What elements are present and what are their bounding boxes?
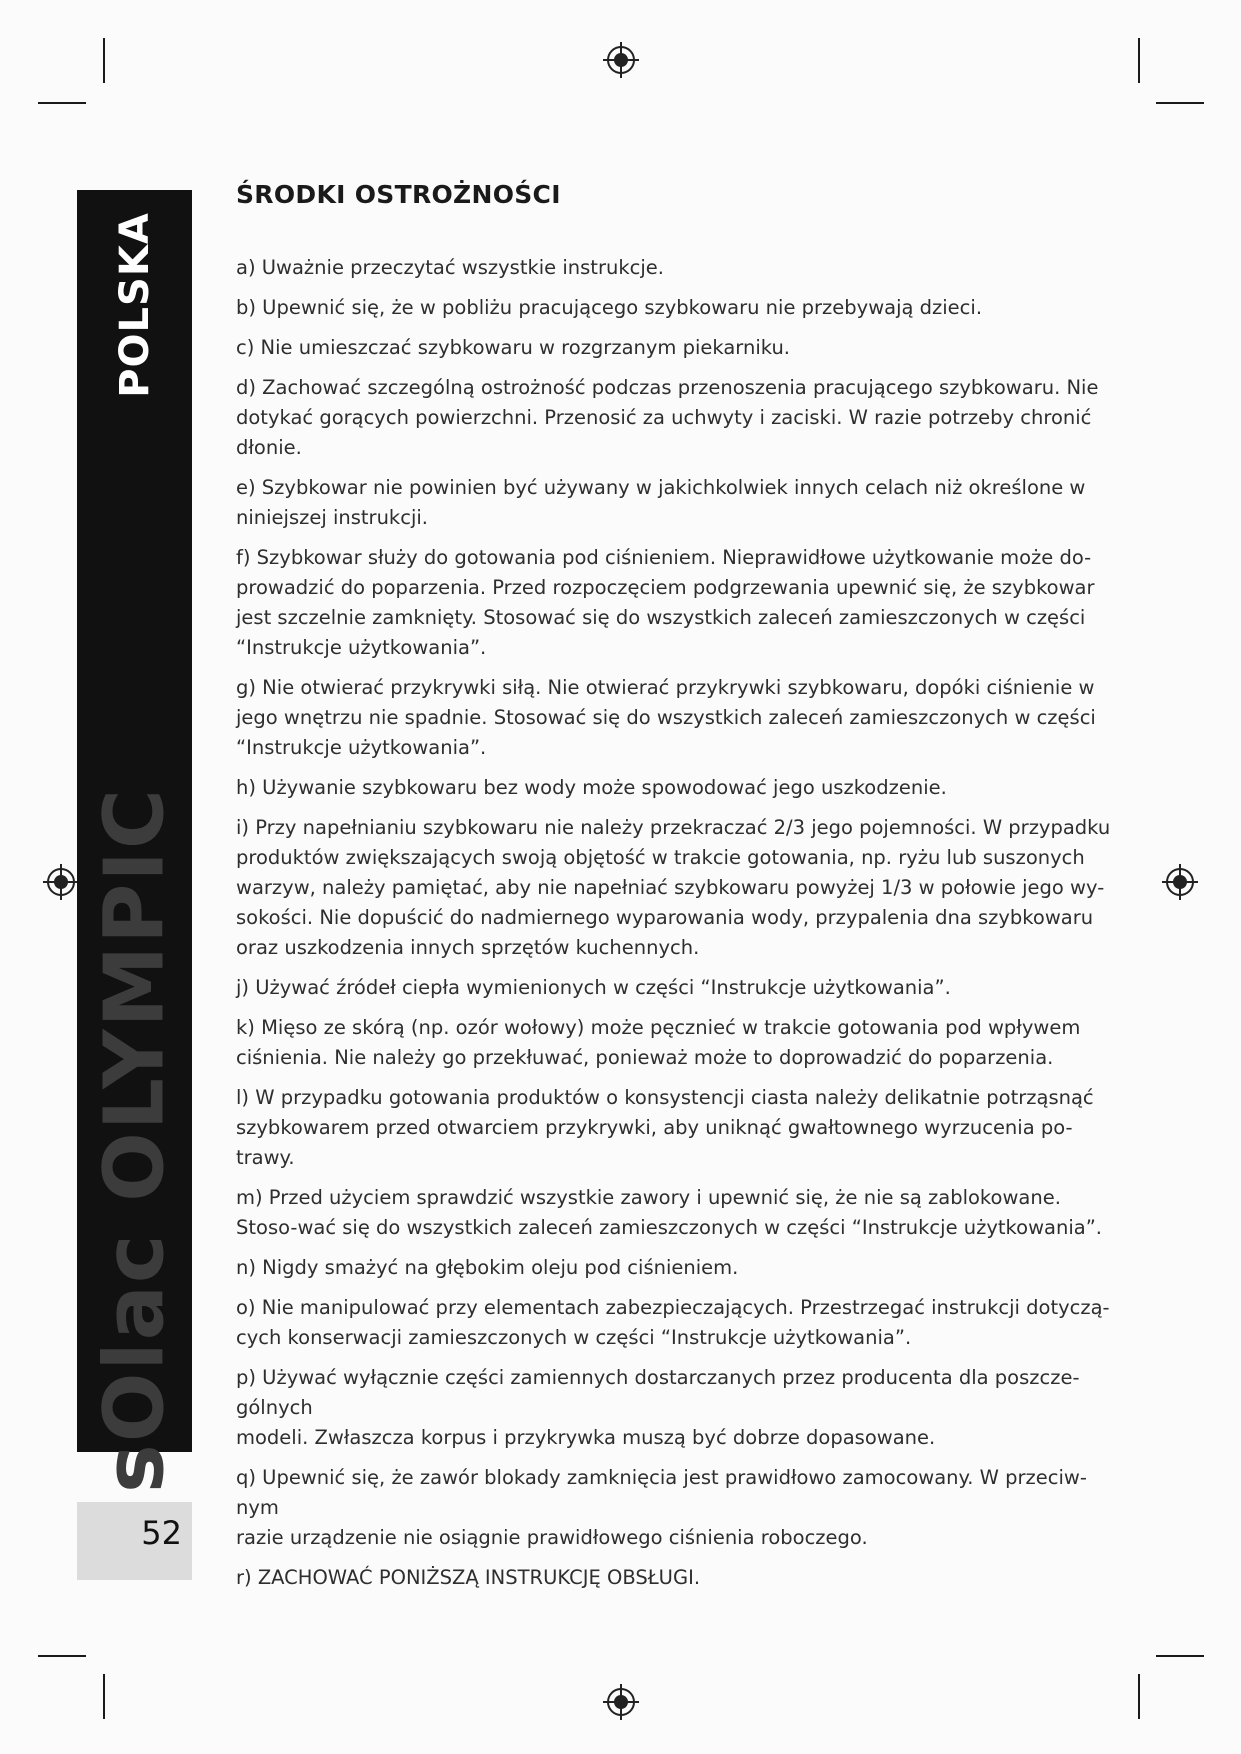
list-item: k) Mięso ze skórą (np. ozór wołowy) może pęcznieć w trakcie gotowania pod wpływem ciśnienia. Nie należy go przekłuwać, ponieważ może to doprowadzić do poparzenia. xyxy=(236,1016,1081,1069)
registration-mark-icon xyxy=(1160,862,1200,902)
precautions-list xyxy=(236,253,1116,1593)
registration-mark-icon xyxy=(41,862,81,902)
list-item: j) Używać źródeł ciepła wymienionych w części “Instrukcje użytkowania”. xyxy=(236,976,951,999)
crop-mark xyxy=(1138,38,1140,83)
list-item: e) Szybkowar nie powinien być używany w jakichkolwiek innych celach niż określone w niniejszej instrukcji. xyxy=(236,476,1086,529)
language-text: POLSKA xyxy=(111,212,158,398)
registration-mark-icon xyxy=(601,1682,641,1722)
list-item: q) Upewnić się, że zawór blokady zamknięcia jest prawidłowo zamocowany. W przeciw-nym razie urządzenie nie osiągnie prawidłowego ciśnienia roboczego. xyxy=(236,1466,1087,1549)
list-item: h) Używanie szybkowaru bez wody może spowodować jego uszkodzenie. xyxy=(236,776,947,799)
crop-mark xyxy=(1156,1655,1204,1657)
list-item: o) Nie manipulować przy elementach zabezpieczających. Przestrzegać instrukcji dotyczą-cych konserwacji zamieszczonych w części “Instrukcje użytkowania”. xyxy=(236,1296,1110,1349)
crop-mark xyxy=(38,102,86,104)
brand-text: sOlac OLYMPIC xyxy=(87,786,182,1494)
list-item: n) Nigdy smażyć na głębokim oleju pod ciśnieniem. xyxy=(236,1256,739,1279)
crop-mark xyxy=(103,38,105,83)
list-item: d) Zachować szczególną ostrożność podczas przenoszenia pracującego szybkowaru. Nie dotykać gorących powierzchni. Przenosić za uchwyty i zaciski. W razie potrzeby chronić dłonie. xyxy=(236,376,1099,459)
list-item: a) Uważnie przeczytać wszystkie instrukcje. xyxy=(236,256,664,279)
crop-mark xyxy=(38,1655,86,1657)
list-item: l) W przypadku gotowania produktów o konsystencji ciasta należy delikatnie potrząsnąć szybkowarem przed otwarciem przykrywki, aby uniknąć gwałtownego wyrzucenia po-trawy. xyxy=(236,1086,1094,1169)
main-content xyxy=(236,180,1116,1603)
list-item: g) Nie otwierać przykrywki siłą. Nie otwierać przykrywki szybkowaru, dopóki ciśnienie w jego wnętrzu nie spadnie. Stosować się do wszystkich zaleceń zamieszczonych w części “Instrukcje użytkowania”. xyxy=(236,676,1096,759)
crop-mark xyxy=(1156,102,1204,104)
crop-mark xyxy=(1138,1674,1140,1719)
sidebar-language-label xyxy=(77,190,192,420)
list-item: r) ZACHOWAĆ PONIŻSZĄ INSTRUKCJĘ OBSŁUGI. xyxy=(236,1566,701,1589)
list-item: i) Przy napełnianiu szybkowaru nie należy przekraczać 2/3 jego pojemności. W przypadku produktów zwiększających swoją objętość w trakcie gotowania, np. ryżu lub suszonych warzyw, należy pamiętać, aby nie napełniać szybkowaru powyżej 1/3 w połowie jego wy-sokości. Nie dopuścić do nadmiernego wyparowania wody, przypalenia dna szybkowaru oraz uszkodzenia innych sprzętów kuchennych. xyxy=(236,816,1111,959)
crop-mark xyxy=(103,1674,105,1719)
registration-mark-icon xyxy=(601,40,641,80)
list-item: b) Upewnić się, że w pobliżu pracującego szybkowaru nie przebywają dzieci. xyxy=(236,296,983,319)
list-item: p) Używać wyłącznie części zamiennych dostarczanych przez producenta dla poszcze-gólnych modeli. Zwłaszcza korpus i przykrywka muszą być dobrze dopasowane. xyxy=(236,1366,1080,1449)
page-number-box xyxy=(77,1502,192,1580)
brand-logo xyxy=(77,780,192,1500)
list-item: m) Przed użyciem sprawdzić wszystkie zawory i upewnić się, że nie są zablokowane. Stoso-wać się do wszystkich zaleceń zamieszczonych w części “Instrukcje użytkowania”. xyxy=(236,1186,1102,1239)
page-title: ŚRODKI OSTROŻNOŚCI xyxy=(236,180,561,209)
page-number: 52 xyxy=(141,1514,182,1552)
list-item: c) Nie umieszczać szybkowaru w rozgrzanym piekarniku. xyxy=(236,336,790,359)
list-item: f) Szybkowar służy do gotowania pod ciśnieniem. Nieprawidłowe użytkowanie może do-prowadzić do poparzenia. Przed rozpoczęciem podgrzewania upewnić się, że szybkowar jest szczelnie zamknięty. Stosować się do wszystkich zaleceń zamieszczonych w części “Instrukcje użytkowania”. xyxy=(236,546,1095,659)
